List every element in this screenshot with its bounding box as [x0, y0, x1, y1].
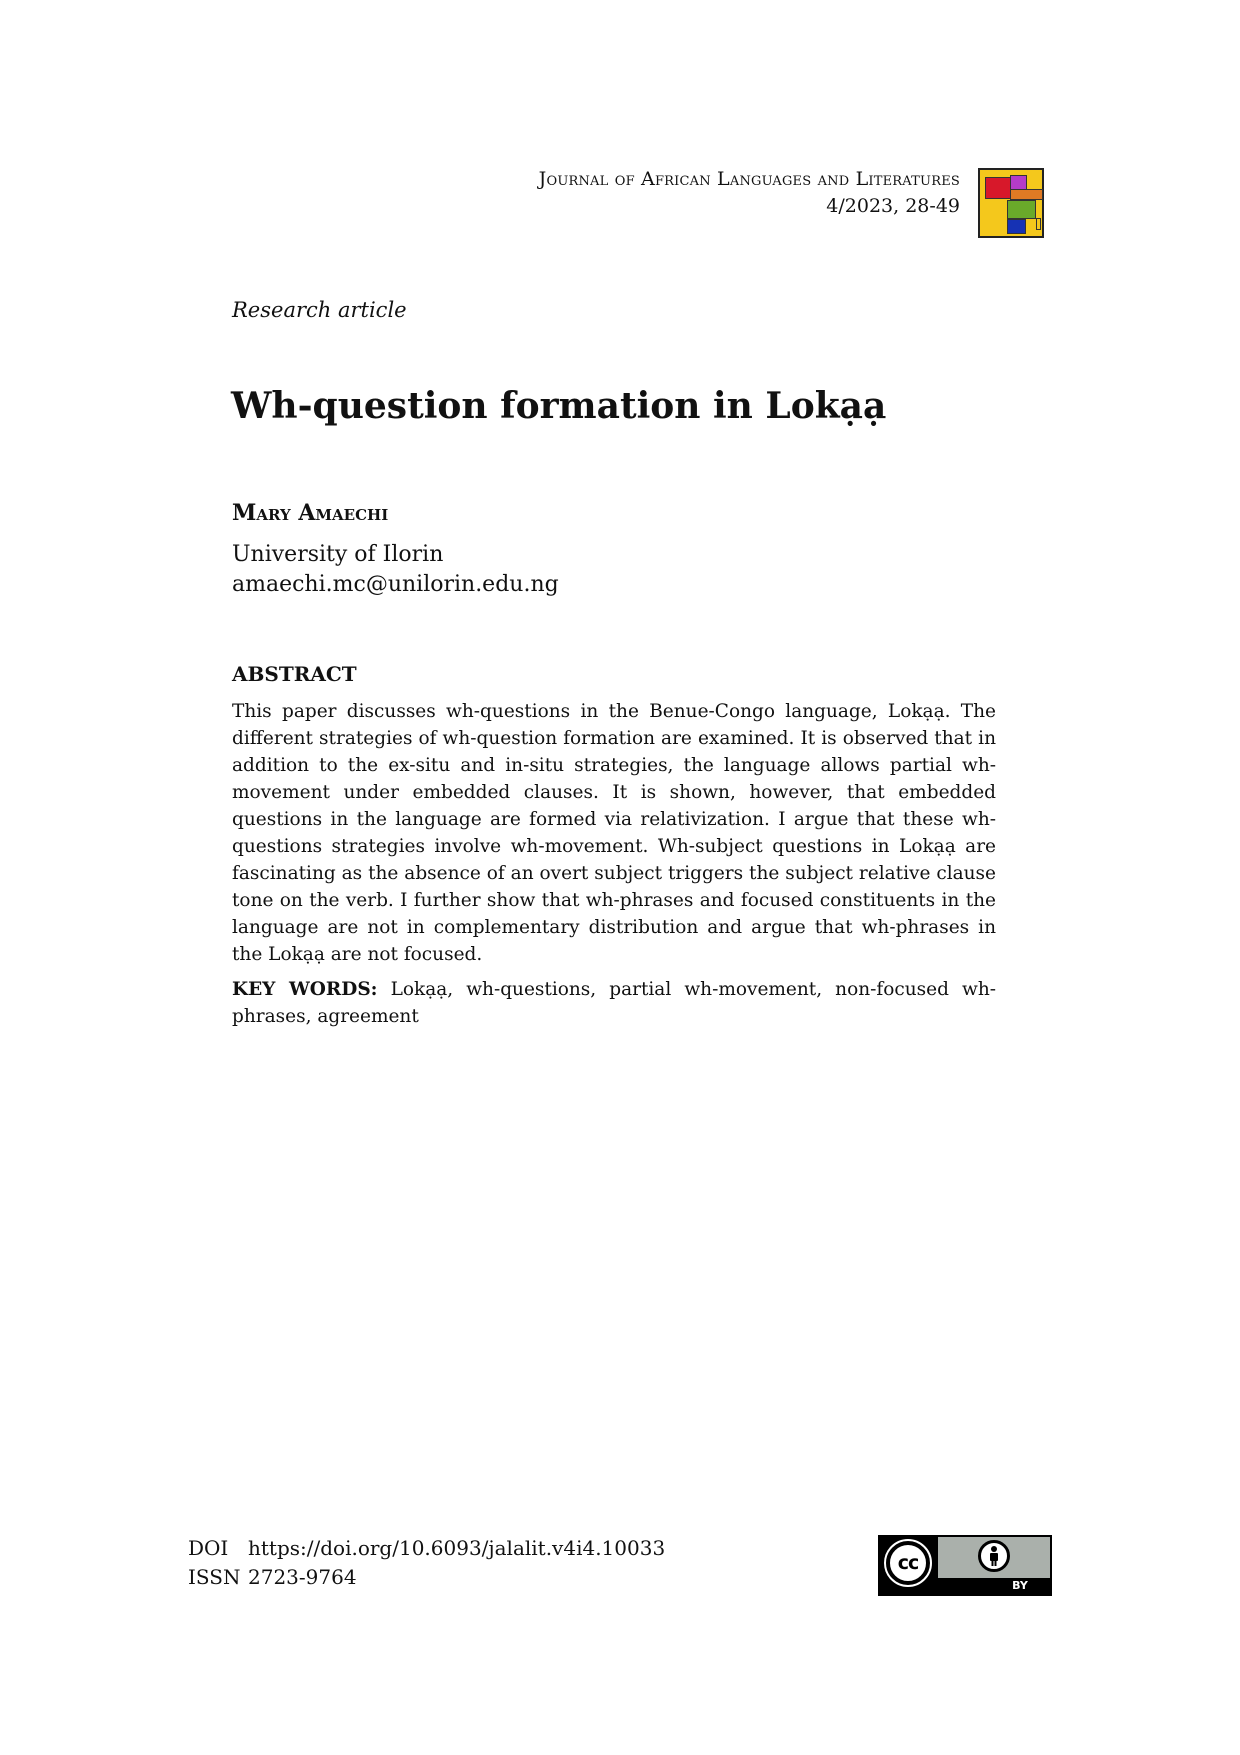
abstract-text: This paper discusses wh-questions in the Benue-Congo language, Lokạạ. The different strategies of wh-question formation are examined. It is observed that in addition to the ex-situ and in-situ strategies, the language allows partial wh-movement under embedded clauses. It is shown, however, that embedded questions in the language are formed via relativization. I argue that these wh-questions strategies involve wh-movement. Wh-subject questions in Lokạạ are fascinating as the absence of an overt subject triggers the subject relative clause tone on the verb. I further show that wh-phrases and focused constituents in the language are not in complementary distribution and argue that wh-phrases in the Lokạạ are not focused. [232, 701, 996, 965]
article-title: Wh-question formation in Lokạạ [231, 385, 887, 427]
attribution-person-icon [978, 1540, 1010, 1572]
author-name: Mary Amaechi [232, 500, 389, 526]
logo-purple-block [1010, 175, 1027, 190]
keywords-list: Lokạạ, wh-questions, partial wh-movement, non-focused wh-phrases, agreement [232, 979, 996, 1027]
doi-link[interactable]: https://doi.org/10.6093/jalalit.v4i4.10033 [248, 1536, 666, 1560]
keywords [232, 976, 996, 1030]
logo-blue-block [1007, 219, 1026, 234]
issn-label: ISSN [188, 1565, 241, 1589]
logo-small-block [1036, 218, 1041, 230]
abstract-heading: ABSTRACT [232, 662, 357, 686]
cc-by-license-badge[interactable] [878, 1535, 1052, 1596]
doi-row [188, 1534, 665, 1563]
logo-orange-block [1010, 189, 1043, 200]
keywords-label: KEY WORDS: [232, 979, 378, 1000]
author-affiliation: University of Ilorin [232, 542, 444, 567]
doi-label: DOI [188, 1536, 229, 1560]
footer-identifiers [188, 1534, 665, 1592]
logo-green-block [1007, 200, 1036, 219]
cc-icon: cc [886, 1541, 930, 1585]
issn-row [188, 1563, 665, 1592]
cc-by-label: BY [1012, 1579, 1028, 1592]
journal-logo-icon [978, 168, 1044, 238]
issn-value: 2723-9764 [248, 1565, 357, 1589]
logo-red-block [985, 177, 1011, 199]
author-email[interactable]: amaechi.mc@unilorin.edu.ng [232, 572, 559, 597]
journal-header [539, 166, 960, 220]
journal-name: Journal of African Languages and Literatures [538, 168, 960, 190]
journal-issue: 4/2023, 28-49 [826, 195, 960, 217]
cc-by-label-bar [938, 1578, 1050, 1594]
article-type: Research article [232, 298, 407, 322]
author-affiliation-block [232, 540, 559, 600]
